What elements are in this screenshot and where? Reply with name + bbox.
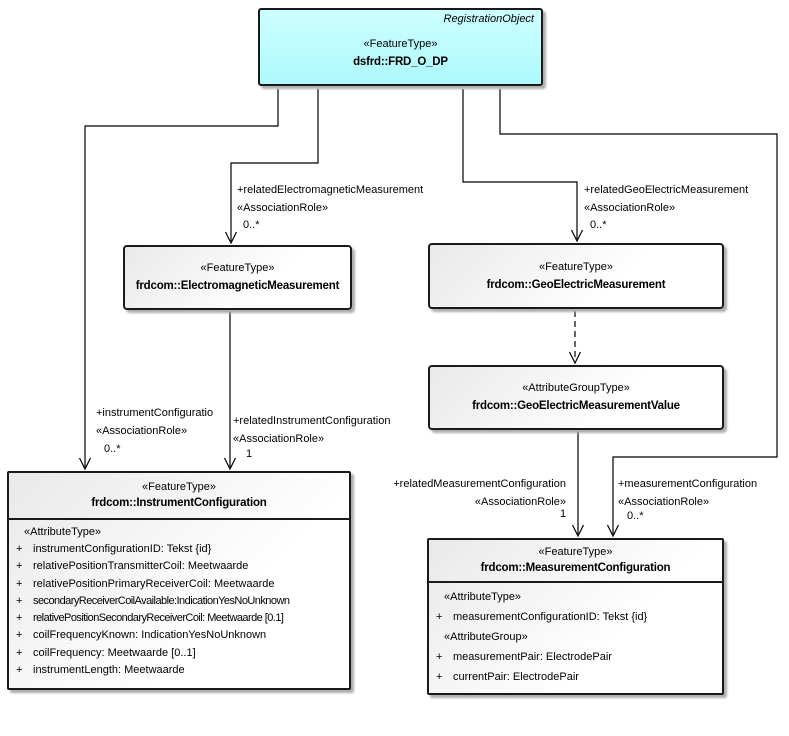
visibility-plus: + bbox=[16, 612, 23, 625]
attribute-text: instrumentLength: Meetwaarde bbox=[33, 664, 185, 677]
class-name-instrument-configuration: frdcom::InstrumentConfiguration bbox=[91, 497, 267, 509]
visibility-plus: + bbox=[16, 560, 23, 573]
multiplicity-related-geoelectric: 0..* bbox=[590, 219, 607, 231]
class-name-geoelectric-value: frdcom::GeoElectricMeasurementValue bbox=[472, 400, 680, 412]
attribute-row bbox=[429, 611, 722, 631]
role-stereotype: «AssociationRole» bbox=[96, 425, 188, 437]
connector-frd-to-geoelectric bbox=[463, 89, 577, 239]
class-electromagnetic-measurement bbox=[123, 245, 352, 310]
visibility-plus: + bbox=[16, 594, 23, 607]
instrument-configuration-attributes bbox=[9, 520, 349, 681]
visibility-plus: + bbox=[16, 543, 23, 555]
class-name-measurement-configuration: frdcom::MeasurementConfiguration bbox=[480, 562, 671, 574]
role-stereotype: «AssociationRole» bbox=[237, 202, 329, 214]
class-frd-o-dp bbox=[258, 8, 543, 86]
visibility-plus: + bbox=[436, 651, 443, 663]
attribute-header bbox=[9, 526, 349, 543]
attribute-row bbox=[9, 664, 349, 681]
attribute-text: measurementPair: ElectrodePair bbox=[453, 651, 612, 663]
role-stereotype: «AssociationRole» bbox=[474, 496, 566, 508]
registration-object-label: RegistrationObject bbox=[443, 13, 534, 25]
attribute-row bbox=[9, 612, 349, 629]
class-instrument-configuration bbox=[7, 471, 351, 690]
attribute-header bbox=[429, 631, 722, 651]
attribute-text: currentPair: ElectrodePair bbox=[453, 671, 579, 683]
visibility-plus: + bbox=[16, 577, 23, 590]
attribute-row bbox=[9, 629, 349, 646]
attribute-text: relativePositionSecondaryReceiverCoil: Meetwaarde [0.1] bbox=[33, 612, 284, 625]
attribute-row bbox=[429, 651, 722, 671]
stereotype-instrument-configuration: «FeatureType» bbox=[142, 481, 216, 493]
class-geoelectric-measurement-value bbox=[428, 365, 724, 430]
assoc-label-measurement-configuration bbox=[618, 475, 757, 511]
role-name: +relatedElectromagneticMeasurement bbox=[237, 184, 424, 196]
visibility-plus: + bbox=[16, 664, 23, 677]
attribute-row bbox=[9, 647, 349, 664]
visibility-plus: + bbox=[16, 646, 23, 659]
visibility-plus: + bbox=[16, 629, 23, 642]
role-stereotype: «AssociationRole» bbox=[618, 496, 710, 508]
attribute-text: relativePositionTransmitterCoil: Meetwaarde bbox=[33, 560, 249, 573]
attribute-header-label: «AttributeType» bbox=[444, 591, 522, 603]
stereotype-geoelectric: «FeatureType» bbox=[539, 260, 613, 273]
class-name-electromagnetic: frdcom::ElectromagneticMeasurement bbox=[135, 280, 340, 292]
multiplicity-measurement-configuration: 0..* bbox=[627, 510, 644, 522]
role-name: +relatedGeoElectricMeasurement bbox=[584, 184, 749, 196]
attribute-header bbox=[429, 591, 722, 611]
multiplicity-instrument-configuration: 0..* bbox=[104, 443, 121, 455]
class-geoelectric-measurement bbox=[428, 243, 724, 309]
attribute-text: coilFrequencyKnown: IndicationYesNoUnknown bbox=[33, 629, 267, 642]
attribute-row bbox=[429, 671, 722, 691]
attribute-text: instrumentConfigurationID: Tekst {id} bbox=[33, 543, 212, 555]
role-name: +relatedMeasurementConfiguration bbox=[393, 478, 566, 490]
role-stereotype: «AssociationRole» bbox=[233, 433, 325, 445]
visibility-plus: + bbox=[436, 671, 443, 683]
class-name-geoelectric: frdcom::GeoElectricMeasurement bbox=[486, 278, 666, 291]
assoc-label-related-measurement-configuration bbox=[393, 475, 566, 511]
attribute-row bbox=[9, 578, 349, 595]
stereotype-electromagnetic: «FeatureType» bbox=[200, 262, 275, 274]
attribute-row bbox=[9, 543, 349, 560]
role-name: +measurementConfiguration bbox=[618, 478, 758, 490]
class-name-frd-o-dp: dsfrd::FRD_O_DP bbox=[353, 55, 448, 68]
assoc-label-related-instrument-configuration bbox=[233, 412, 390, 448]
measurement-configuration-attributes bbox=[429, 583, 722, 691]
attribute-text: measurementConfigurationID: Tekst {id} bbox=[453, 611, 648, 623]
multiplicity-related-measurement-configuration: 1 bbox=[560, 508, 567, 520]
multiplicity-related-instrument-configuration: 1 bbox=[246, 448, 253, 460]
class-measurement-configuration bbox=[427, 538, 724, 695]
connector-frd-to-measurementconfiguration bbox=[500, 89, 777, 534]
attribute-text: secondaryReceiverCoilAvailable:IndicationYesNoUnknown bbox=[33, 594, 290, 607]
stereotype-measurement-configuration: «FeatureType» bbox=[538, 546, 613, 558]
assoc-label-instrument-configuration bbox=[96, 404, 213, 440]
attribute-row bbox=[9, 560, 349, 577]
role-name: +relatedInstrumentConfiguration bbox=[233, 415, 391, 427]
attribute-row bbox=[9, 595, 349, 612]
assoc-label-related-geoelectric bbox=[584, 181, 748, 217]
stereotype-geoelectric-value: «AttributeGroupType» bbox=[522, 382, 630, 394]
role-stereotype: «AssociationRole» bbox=[584, 202, 676, 214]
stereotype-frd-o-dp: «FeatureType» bbox=[363, 37, 438, 50]
attribute-text: coilFrequency: Meetwaarde [0..1] bbox=[33, 646, 196, 659]
attribute-header-label: «AttributeGroup» bbox=[444, 631, 528, 643]
attribute-header-label: «AttributeType» bbox=[24, 526, 102, 538]
attribute-text: relativePositionPrimaryReceiverCoil: Meetwaarde bbox=[33, 577, 275, 590]
role-name: +instrumentConfiguratio bbox=[96, 407, 214, 419]
visibility-plus: + bbox=[436, 611, 443, 623]
assoc-label-related-electromagnetic bbox=[237, 181, 423, 217]
multiplicity-related-electromagnetic: 0..* bbox=[243, 219, 260, 231]
